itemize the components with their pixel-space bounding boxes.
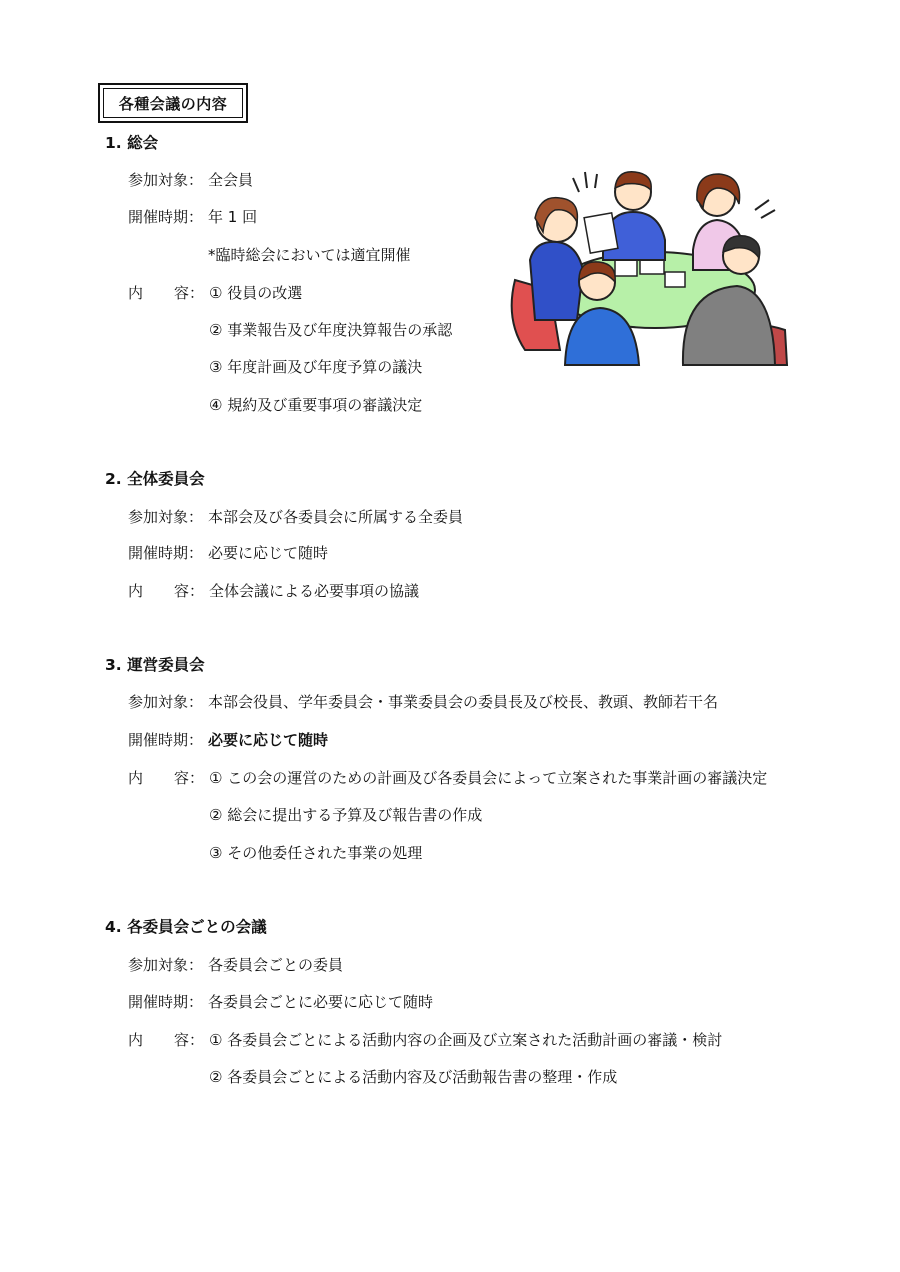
content-label-a: 内 xyxy=(128,284,144,302)
section-1-timing xyxy=(128,207,257,227)
list-item: ② 総会に提出する予算及び報告書の作成 xyxy=(209,806,483,824)
list-item: ① 各委員会ごとによる活動内容の企画及び立案された活動計画の審議・検討 xyxy=(209,1031,723,1049)
list-item: ① 役員の改選 xyxy=(209,284,303,302)
content-label-a: 内 xyxy=(128,1031,144,1049)
timing-value: 必要に応じて随時 xyxy=(208,544,329,562)
list-item: ③ その他委任された事業の処理 xyxy=(209,844,423,862)
section-2-content-label xyxy=(128,581,204,601)
content-label-b: 容： xyxy=(174,284,205,302)
participants-value: 本部会及び各委員会に所属する全委員 xyxy=(208,508,464,526)
list-item: ② 各委員会ごとによる活動内容及び活動報告書の整理・作成 xyxy=(209,1068,618,1086)
timing-value: 必要に応じて随時 xyxy=(208,731,329,749)
section-3-timing xyxy=(128,730,328,750)
section-1-heading: 1. 総会 xyxy=(105,134,159,152)
meeting-illustration xyxy=(505,160,795,370)
timing-value: 年 1 回 xyxy=(208,208,258,226)
list-item: ③ 年度計画及び年度予算の議決 xyxy=(209,358,423,376)
section-4-content-label xyxy=(128,1030,204,1050)
timing-label: 開催時期： xyxy=(128,731,204,749)
participants-label: 参加対象： xyxy=(128,508,204,526)
participants-value: 全会員 xyxy=(208,171,254,189)
participants-label: 参加対象： xyxy=(128,693,204,711)
content-label-a: 内 xyxy=(128,582,144,600)
list-item: ④ 規約及び重要事項の審議決定 xyxy=(209,396,423,414)
section-4-participants xyxy=(128,955,343,975)
document-title-box xyxy=(98,83,248,123)
content-label-a: 内 xyxy=(128,769,144,787)
section-3-participants xyxy=(128,692,718,712)
section-4-timing xyxy=(128,992,433,1012)
timing-value: 各委員会ごとに必要に応じて随時 xyxy=(208,993,434,1011)
participants-label: 参加対象： xyxy=(128,956,204,974)
participants-value: 各委員会ごとの委員 xyxy=(208,956,344,974)
section-4-heading: 4. 各委員会ごとの会議 xyxy=(105,918,267,936)
section-1-timing-note: *臨時総会においては適宜開催 xyxy=(208,246,411,264)
content-label-b: 容： xyxy=(174,769,205,787)
section-2-heading: 2. 全体委員会 xyxy=(105,470,205,488)
section-3-content-label xyxy=(128,768,204,788)
participants-label: 参加対象： xyxy=(128,171,204,189)
section-2-timing xyxy=(128,543,328,563)
section-2-participants xyxy=(128,507,463,527)
list-item: ① この会の運営のための計画及び各委員会によって立案された事業計画の審議決定 xyxy=(209,769,768,787)
content-label-b: 容： xyxy=(174,1031,205,1049)
section-1-content-label xyxy=(128,283,204,303)
section-3-heading: 3. 運営委員会 xyxy=(105,656,205,674)
participants-value: 本部会役員、学年委員会・事業委員会の委員長及び校長、教頭、教師若干名 xyxy=(208,693,719,711)
timing-label: 開催時期： xyxy=(128,208,204,226)
content-label-b: 容： xyxy=(174,582,205,600)
section-1-participants xyxy=(128,170,253,190)
list-item: 全体会議による必要事項の協議 xyxy=(209,582,420,600)
document-title: 各種会議の内容 xyxy=(103,88,243,118)
timing-label: 開催時期： xyxy=(128,544,204,562)
timing-label: 開催時期： xyxy=(128,993,204,1011)
list-item: ② 事業報告及び年度決算報告の承認 xyxy=(209,321,453,339)
